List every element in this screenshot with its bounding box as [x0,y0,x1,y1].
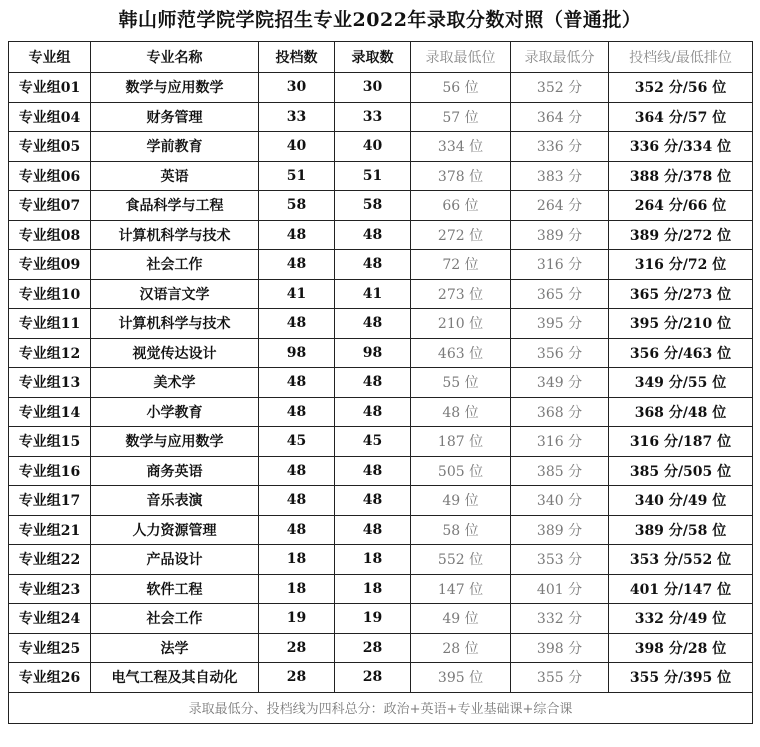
min-score-cell: 340 分 [511,486,609,516]
cutoff-cell: 389 分/58 位 [609,515,753,545]
group-cell: 专业组16 [9,456,91,486]
group-cell: 专业组22 [9,545,91,575]
table-row [9,397,753,427]
cutoff-cell: 316 分/72 位 [609,250,753,280]
min-score-cell: 398 分 [511,633,609,663]
group-cell: 专业组24 [9,604,91,634]
major-cell: 人力资源管理 [91,515,259,545]
admitted-cell: 41 [335,279,411,309]
group-cell: 专业组15 [9,427,91,457]
planned-cell: 51 [259,161,335,191]
admitted-cell: 30 [335,73,411,103]
group-cell: 专业组21 [9,515,91,545]
min-rank-cell: 48 位 [411,397,511,427]
planned-cell: 48 [259,397,335,427]
min-score-cell: 352 分 [511,73,609,103]
admitted-cell: 33 [335,102,411,132]
planned-cell: 58 [259,191,335,221]
header-cutoff: 投档线/最低排位 [609,42,753,73]
admitted-cell: 45 [335,427,411,457]
major-cell: 音乐表演 [91,486,259,516]
table-row [9,102,753,132]
cutoff-cell: 368 分/48 位 [609,397,753,427]
min-rank-cell: 334 位 [411,132,511,162]
min-score-cell: 332 分 [511,604,609,634]
cutoff-cell: 398 分/28 位 [609,633,753,663]
min-rank-cell: 58 位 [411,515,511,545]
table-row [9,515,753,545]
table-row [9,486,753,516]
group-cell: 专业组25 [9,633,91,663]
table-row [9,132,753,162]
planned-cell: 19 [259,604,335,634]
table-row [9,73,753,103]
min-score-cell: 395 分 [511,309,609,339]
min-score-cell: 389 分 [511,515,609,545]
min-score-cell: 364 分 [511,102,609,132]
min-rank-cell: 272 位 [411,220,511,250]
table-row [9,309,753,339]
major-cell: 计算机科学与技术 [91,220,259,250]
admitted-cell: 51 [335,161,411,191]
table-row [9,191,753,221]
major-cell: 学前教育 [91,132,259,162]
cutoff-cell: 332 分/49 位 [609,604,753,634]
admitted-cell: 28 [335,663,411,693]
major-cell: 食品科学与工程 [91,191,259,221]
admitted-cell: 48 [335,368,411,398]
cutoff-cell: 353 分/552 位 [609,545,753,575]
min-rank-cell: 395 位 [411,663,511,693]
cutoff-cell: 264 分/66 位 [609,191,753,221]
planned-cell: 48 [259,486,335,516]
cutoff-cell: 340 分/49 位 [609,486,753,516]
table-body [9,73,753,693]
min-score-cell: 356 分 [511,338,609,368]
cutoff-cell: 365 分/273 位 [609,279,753,309]
min-score-cell: 401 分 [511,574,609,604]
header-row [9,42,753,73]
admitted-cell: 48 [335,515,411,545]
cutoff-cell: 355 分/395 位 [609,663,753,693]
cutoff-cell: 401 分/147 位 [609,574,753,604]
admitted-cell: 18 [335,574,411,604]
planned-cell: 28 [259,633,335,663]
group-cell: 专业组11 [9,309,91,339]
group-cell: 专业组10 [9,279,91,309]
admitted-cell: 19 [335,604,411,634]
group-cell: 专业组26 [9,663,91,693]
major-cell: 数学与应用数学 [91,73,259,103]
min-rank-cell: 552 位 [411,545,511,575]
major-cell: 产品设计 [91,545,259,575]
min-score-cell: 336 分 [511,132,609,162]
min-score-cell: 365 分 [511,279,609,309]
min-rank-cell: 505 位 [411,456,511,486]
major-cell: 社会工作 [91,250,259,280]
admitted-cell: 48 [335,309,411,339]
cutoff-cell: 352 分/56 位 [609,73,753,103]
planned-cell: 48 [259,250,335,280]
cutoff-cell: 395 分/210 位 [609,309,753,339]
major-cell: 社会工作 [91,604,259,634]
min-score-cell: 353 分 [511,545,609,575]
table-row [9,279,753,309]
group-cell: 专业组13 [9,368,91,398]
admitted-cell: 58 [335,191,411,221]
planned-cell: 48 [259,515,335,545]
footnote-row [9,692,753,723]
group-cell: 专业组07 [9,191,91,221]
table-row [9,456,753,486]
footnote: 录取最低分、投档线为四科总分：政治+英语+专业基础课+综合课 [9,692,753,723]
table-row [9,220,753,250]
admitted-cell: 18 [335,545,411,575]
admitted-cell: 48 [335,250,411,280]
header-planned: 投档数 [259,42,335,73]
min-score-cell: 264 分 [511,191,609,221]
group-cell: 专业组12 [9,338,91,368]
group-cell: 专业组06 [9,161,91,191]
min-rank-cell: 55 位 [411,368,511,398]
table-row [9,574,753,604]
group-cell: 专业组04 [9,102,91,132]
planned-cell: 18 [259,545,335,575]
table-row [9,368,753,398]
table-row [9,250,753,280]
header-admitted: 录取数 [335,42,411,73]
min-rank-cell: 66 位 [411,191,511,221]
group-cell: 专业组01 [9,73,91,103]
major-cell: 财务管理 [91,102,259,132]
planned-cell: 48 [259,309,335,339]
admitted-cell: 48 [335,397,411,427]
cutoff-cell: 388 分/378 位 [609,161,753,191]
min-rank-cell: 57 位 [411,102,511,132]
group-cell: 专业组23 [9,574,91,604]
cutoff-cell: 356 分/463 位 [609,338,753,368]
min-rank-cell: 273 位 [411,279,511,309]
min-rank-cell: 49 位 [411,604,511,634]
planned-cell: 48 [259,456,335,486]
admitted-cell: 28 [335,633,411,663]
planned-cell: 28 [259,663,335,693]
admitted-cell: 98 [335,338,411,368]
group-cell: 专业组09 [9,250,91,280]
min-rank-cell: 210 位 [411,309,511,339]
table-row [9,338,753,368]
min-score-cell: 316 分 [511,250,609,280]
min-rank-cell: 147 位 [411,574,511,604]
table-row [9,545,753,575]
major-cell: 计算机科学与技术 [91,309,259,339]
cutoff-cell: 349 分/55 位 [609,368,753,398]
admitted-cell: 48 [335,456,411,486]
planned-cell: 41 [259,279,335,309]
cutoff-cell: 385 分/505 位 [609,456,753,486]
group-cell: 专业组17 [9,486,91,516]
table-row [9,427,753,457]
page-title: 韩山师范学院学院招生专业2022年录取分数对照（普通批） [118,9,642,31]
table-row [9,633,753,663]
major-cell: 电气工程及其自动化 [91,663,259,693]
planned-cell: 48 [259,368,335,398]
table-row [9,604,753,634]
major-cell: 软件工程 [91,574,259,604]
header-major: 专业名称 [91,42,259,73]
group-cell: 专业组14 [9,397,91,427]
min-rank-cell: 463 位 [411,338,511,368]
planned-cell: 30 [259,73,335,103]
min-score-cell: 368 分 [511,397,609,427]
min-score-cell: 383 分 [511,161,609,191]
min-rank-cell: 72 位 [411,250,511,280]
major-cell: 法学 [91,633,259,663]
planned-cell: 98 [259,338,335,368]
min-score-cell: 389 分 [511,220,609,250]
min-rank-cell: 28 位 [411,633,511,663]
major-cell: 英语 [91,161,259,191]
min-score-cell: 316 分 [511,427,609,457]
min-score-cell: 385 分 [511,456,609,486]
min-score-cell: 355 分 [511,663,609,693]
cutoff-cell: 336 分/334 位 [609,132,753,162]
planned-cell: 48 [259,220,335,250]
planned-cell: 40 [259,132,335,162]
admitted-cell: 48 [335,220,411,250]
min-rank-cell: 187 位 [411,427,511,457]
major-cell: 美术学 [91,368,259,398]
min-rank-cell: 56 位 [411,73,511,103]
group-cell: 专业组05 [9,132,91,162]
planned-cell: 33 [259,102,335,132]
admitted-cell: 48 [335,486,411,516]
table-row [9,663,753,693]
planned-cell: 18 [259,574,335,604]
header-group: 专业组 [9,42,91,73]
table-row [9,161,753,191]
major-cell: 商务英语 [91,456,259,486]
major-cell: 小学教育 [91,397,259,427]
planned-cell: 45 [259,427,335,457]
cutoff-cell: 316 分/187 位 [609,427,753,457]
cutoff-cell: 389 分/272 位 [609,220,753,250]
major-cell: 汉语言文学 [91,279,259,309]
min-score-cell: 349 分 [511,368,609,398]
header-min-score: 录取最低分 [511,42,609,73]
min-rank-cell: 378 位 [411,161,511,191]
admission-score-table [8,41,753,724]
group-cell: 专业组08 [9,220,91,250]
min-rank-cell: 49 位 [411,486,511,516]
admitted-cell: 40 [335,132,411,162]
header-min-rank: 录取最低位 [411,42,511,73]
major-cell: 视觉传达设计 [91,338,259,368]
major-cell: 数学与应用数学 [91,427,259,457]
cutoff-cell: 364 分/57 位 [609,102,753,132]
